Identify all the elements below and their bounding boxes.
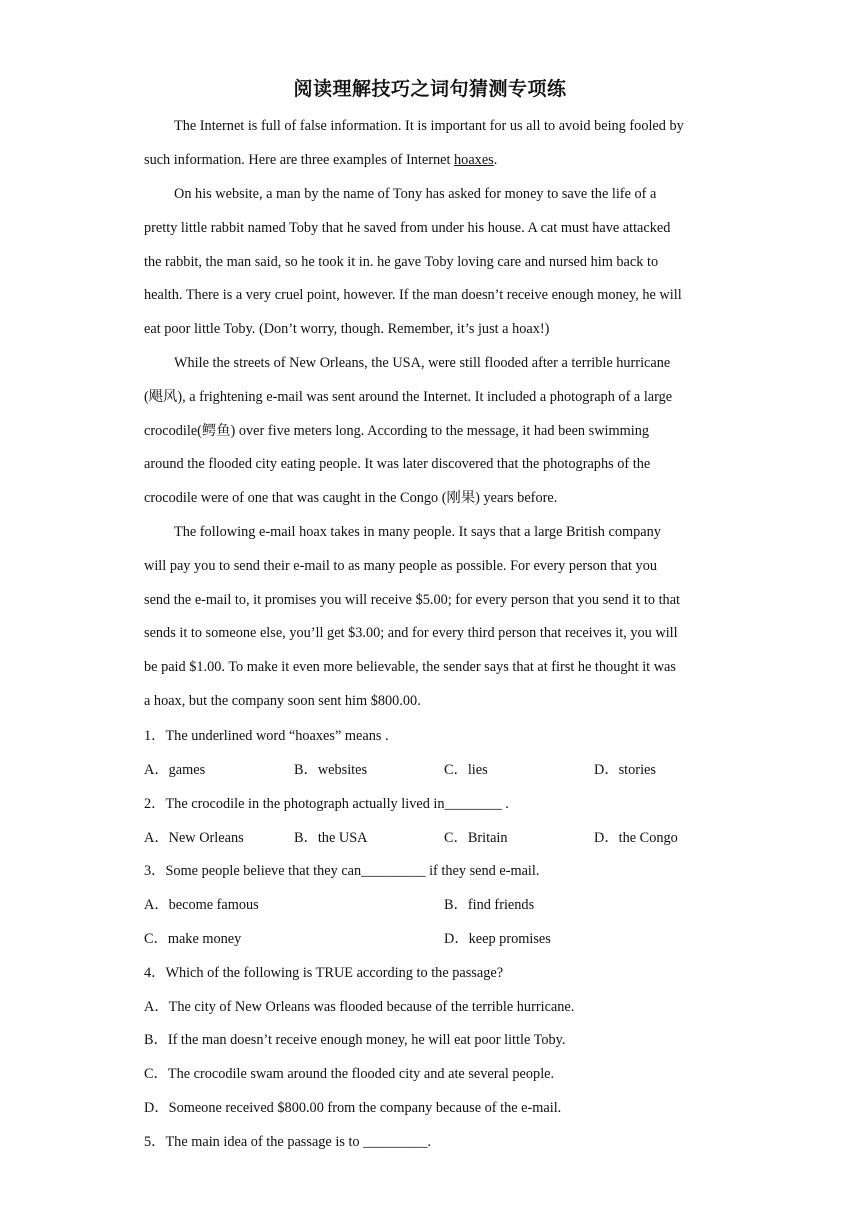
- question-4-stem: 4．Which of the following is TRUE according to the passage?: [144, 965, 504, 981]
- question-1-stem: 1．The underlined word “hoaxes” means .: [144, 728, 389, 744]
- paragraph-line: around the flooded city eating people. It was later discovered that the photographs of the: [144, 456, 651, 473]
- option-d: D．Someone received $800.00 from the company because of the e-mail.: [144, 1100, 562, 1116]
- paragraph-line: a hoax, but the company soon sent him $800.00.: [144, 692, 421, 709]
- question-2-options: [144, 828, 719, 848]
- paragraph-line: eat poor little Toby. (Don’t worry, though. Remember, it’s just a hoax!): [144, 321, 550, 338]
- paragraph-line: health. There is a very cruel point, however. If the man doesn’t receive enough money, he will: [144, 287, 682, 304]
- paragraph-line: crocodile(鳄鱼) over five meters long. According to the message, it had been swimming: [144, 422, 650, 439]
- paragraph-line: On his website, a man by the name of Tony has asked for money to save the life of a: [174, 186, 657, 202]
- paragraph-line: will pay you to send their e-mail to as many people as possible. For every person that you: [144, 557, 657, 574]
- option-b: B．the USA: [294, 830, 368, 846]
- text-run: such information. Here are three examples of Internet: [144, 151, 455, 168]
- option-c: C．make money: [144, 931, 242, 947]
- paragraph-line: The following e-mail hoax takes in many people. It says that a large British company: [174, 524, 661, 540]
- passage-paragraph-1: [144, 110, 719, 178]
- text-run: .: [493, 151, 498, 168]
- option-b: B．websites: [294, 762, 368, 778]
- option-d: D．the Congo: [594, 830, 678, 846]
- option-a: A．New Orleans: [144, 830, 244, 846]
- paragraph-line: pretty little rabbit named Toby that he saved from under his house. A cat must have attacked: [144, 219, 671, 236]
- option-c: C．Britain: [444, 830, 508, 846]
- paragraph-line: be paid $1.00. To make it even more believable, the sender says that at first he thought it was: [144, 659, 676, 676]
- option-d: D．keep promises: [444, 931, 551, 947]
- paragraph-line: The Internet is full of false information. It is important for us all to avoid being fooled by: [174, 118, 684, 134]
- option-c: C．The crocodile swam around the flooded city and ate several people.: [144, 1066, 555, 1082]
- option-a: A．games: [144, 762, 206, 778]
- question-1-options: [144, 760, 719, 780]
- option-c: C．lies: [444, 762, 488, 778]
- underlined-word-hoaxes: hoaxes: [454, 151, 494, 168]
- page-title: 阅读理解技巧之词句猜测专项练: [293, 78, 567, 100]
- paragraph-line: sends it to someone else, you’ll get $3.00; and for every third person that receives it, you will: [144, 625, 678, 642]
- option-b: B．If the man doesn’t receive enough money, he will eat poor little Toby.: [144, 1032, 566, 1048]
- option-a: A．The city of New Orleans was flooded because of the terrible hurricane.: [144, 999, 575, 1015]
- question-3-stem: 3．Some people believe that they can_________ if they send e-mail.: [144, 863, 540, 879]
- question-3-options-row-1: [144, 895, 719, 915]
- paragraph-line: (飓风), a frightening e-mail was sent around the Internet. It included a photograph of a large: [144, 388, 673, 405]
- paragraph-line: While the streets of New Orleans, the USA, were still flooded after a terrible hurricane: [174, 355, 671, 371]
- question-3-options-row-2: [144, 929, 719, 949]
- passage-paragraph-2: [144, 178, 719, 347]
- option-a: A．become famous: [144, 897, 259, 913]
- option-d: D．stories: [594, 762, 656, 778]
- passage-paragraph-4: [144, 516, 719, 719]
- paragraph-line: send the e-mail to, it promises you will receive $5.00; for every person that you send it to that: [144, 591, 681, 608]
- question-2-stem: 2．The crocodile in the photograph actually lived in________ .: [144, 796, 509, 812]
- option-b: B．find friends: [444, 897, 535, 913]
- paragraph-line: crocodile were of one that was caught in the Congo (刚果) years before.: [144, 490, 558, 507]
- paragraph-line: [144, 144, 719, 178]
- question-5-stem: 5．The main idea of the passage is to _________.: [144, 1134, 432, 1150]
- passage-paragraph-3: [144, 347, 719, 516]
- paragraph-line: the rabbit, the man said, so he took it in. he gave Toby loving care and nursed him back to: [144, 253, 659, 270]
